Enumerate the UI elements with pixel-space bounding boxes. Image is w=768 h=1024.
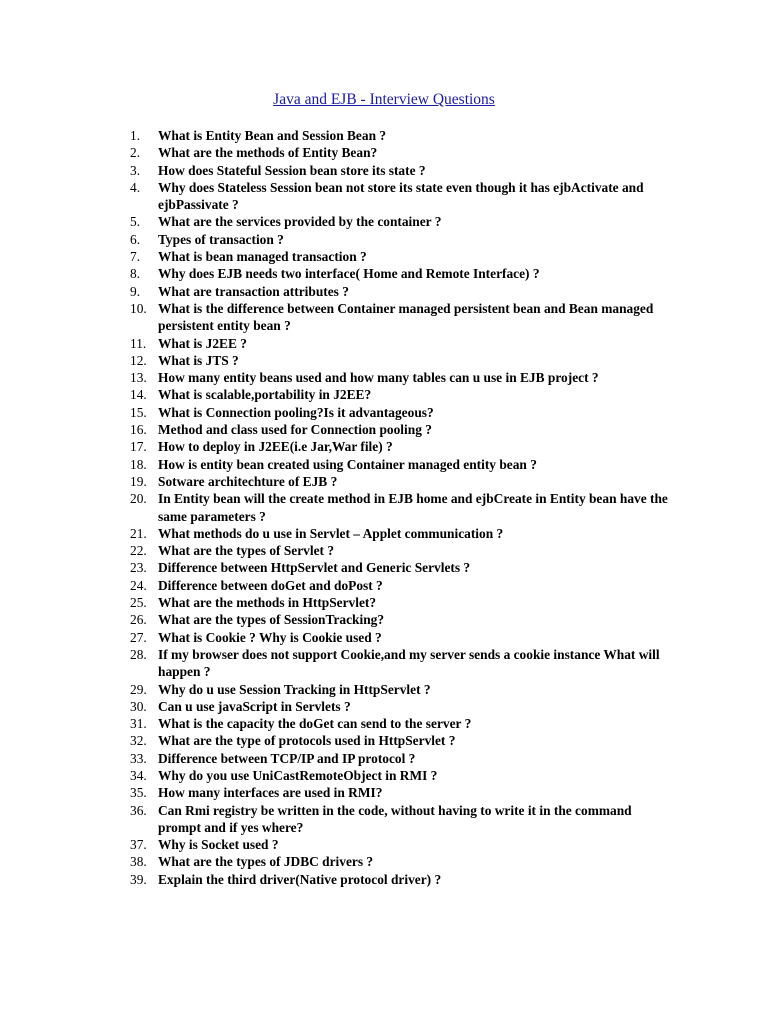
question-text: Why do u use Session Tracking in HttpServlet ? — [158, 681, 431, 697]
question-number: 3. — [130, 162, 141, 178]
question-text: Explain the third driver(Native protocol driver) ? — [158, 871, 442, 887]
question-number: 18. — [130, 456, 147, 472]
question-item — [130, 335, 670, 352]
question-number: 30. — [130, 698, 147, 714]
question-text: What are the methods in HttpServlet? — [158, 595, 377, 611]
question-text: Why does Stateless Session bean not store its state even though it has ejbActivate and ejbPassivate ? — [158, 179, 644, 213]
question-number: 8. — [130, 266, 141, 282]
question-item — [130, 490, 670, 525]
question-number: 32. — [130, 733, 147, 749]
question-text: Can u use javaScript in Servlets ? — [158, 698, 351, 714]
question-text: Types of transaction ? — [158, 231, 284, 247]
question-number: 9. — [130, 283, 141, 299]
question-text: Why is Socket used ? — [158, 837, 279, 853]
question-item — [130, 715, 670, 732]
question-number: 13. — [130, 370, 147, 386]
question-number: 12. — [130, 352, 147, 368]
question-item — [130, 594, 670, 611]
question-item — [130, 698, 670, 715]
question-item — [130, 421, 670, 438]
question-text: What is scalable,portability in J2EE? — [158, 387, 372, 403]
question-item — [130, 681, 670, 698]
question-number: 34. — [130, 767, 147, 783]
question-number: 28. — [130, 646, 147, 662]
question-number: 26. — [130, 612, 147, 628]
question-number: 33. — [130, 750, 147, 766]
question-text: If my browser does not support Cookie,and my server sends a cookie instance What will happen ? — [158, 646, 660, 680]
question-text: What is Connection pooling?Is it advantageous? — [158, 404, 434, 420]
question-item — [130, 732, 670, 749]
question-number: 39. — [130, 871, 147, 887]
question-item — [130, 352, 670, 369]
question-item — [130, 473, 670, 490]
question-item — [130, 525, 670, 542]
question-number: 21. — [130, 525, 147, 541]
question-item — [130, 802, 670, 837]
question-item — [130, 231, 670, 248]
question-item — [130, 283, 670, 300]
question-number: 19. — [130, 473, 147, 489]
question-text: Method and class used for Connection pooling ? — [158, 422, 432, 438]
question-item — [130, 767, 670, 784]
question-text: What are the services provided by the container ? — [158, 214, 442, 230]
question-item — [130, 629, 670, 646]
question-number: 22. — [130, 543, 147, 559]
question-item — [130, 144, 670, 161]
question-item — [130, 559, 670, 576]
question-number: 38. — [130, 854, 147, 870]
question-text: Sotware architechture of EJB ? — [158, 473, 338, 489]
question-number: 6. — [130, 231, 141, 247]
question-number: 31. — [130, 716, 147, 732]
question-number: 5. — [130, 214, 141, 230]
question-text: Difference between HttpServlet and Generic Servlets ? — [158, 560, 471, 576]
question-text: How many entity beans used and how many tables can u use in EJB project ? — [158, 370, 599, 386]
question-number: 1. — [130, 128, 141, 143]
question-item — [130, 611, 670, 628]
question-text: What are the methods of Entity Bean? — [158, 145, 378, 161]
question-item — [130, 162, 670, 179]
question-number: 35. — [130, 785, 147, 801]
question-text: What is the capacity the doGet can send to the server ? — [158, 716, 472, 732]
question-item — [130, 300, 670, 335]
question-number: 10. — [130, 300, 147, 316]
question-number: 16. — [130, 422, 147, 438]
question-number: 37. — [130, 837, 147, 853]
question-text: What is Cookie ? Why is Cookie used ? — [158, 629, 382, 645]
question-text: In Entity bean will the create method in EJB home and ejbCreate in Entity bean have the same parameters ? — [158, 491, 668, 524]
question-text: What are transaction attributes ? — [158, 283, 349, 299]
question-number: 4. — [130, 179, 141, 195]
question-text: What is JTS ? — [158, 352, 239, 368]
question-number: 14. — [130, 387, 147, 403]
question-item — [130, 369, 670, 386]
question-text: Difference between TCP/IP and IP protocol ? — [158, 750, 416, 766]
question-list — [130, 127, 670, 888]
question-number: 27. — [130, 629, 147, 645]
question-number: 7. — [130, 249, 141, 265]
question-number: 36. — [130, 802, 147, 818]
question-item — [130, 784, 670, 801]
question-item — [130, 248, 670, 265]
question-number: 24. — [130, 577, 147, 593]
question-text: What is the difference between Container managed persistent bean and Bean managed persistent entity bean ? — [158, 300, 654, 334]
question-text: How does Stateful Session bean store its state ? — [158, 162, 426, 178]
question-item — [130, 853, 670, 870]
question-text: Why does EJB needs two interface( Home and Remote Interface) ? — [158, 266, 540, 282]
question-item — [130, 750, 670, 767]
question-text: What is bean managed transaction ? — [158, 249, 367, 265]
question-text: What are the types of JDBC drivers ? — [158, 854, 374, 870]
question-text: How to deploy in J2EE(i.e Jar,War file) ? — [158, 439, 393, 455]
question-number: 15. — [130, 404, 147, 420]
question-number: 29. — [130, 681, 147, 697]
question-text: What is J2EE ? — [158, 335, 247, 351]
question-item — [130, 542, 670, 559]
question-text: What are the type of protocols used in HttpServlet ? — [158, 733, 456, 749]
question-text: What is Entity Bean and Session Bean ? — [158, 128, 387, 143]
question-number: 17. — [130, 439, 147, 455]
question-item — [130, 404, 670, 421]
question-text: What are the types of Servlet ? — [158, 543, 335, 559]
question-number: 20. — [130, 491, 147, 507]
question-item — [130, 213, 670, 230]
question-text: How is entity bean created using Container managed entity bean ? — [158, 456, 537, 472]
question-number: 23. — [130, 560, 147, 576]
question-item — [130, 438, 670, 455]
question-item — [130, 577, 670, 594]
document-title: Java and EJB - Interview Questions — [273, 91, 495, 108]
question-number: 11. — [130, 335, 147, 351]
question-item — [130, 386, 670, 403]
question-item — [130, 646, 670, 681]
question-item — [130, 871, 670, 888]
question-text: Difference between doGet and doPost ? — [158, 577, 383, 593]
question-item — [130, 265, 670, 282]
question-item — [130, 836, 670, 853]
question-number: 25. — [130, 595, 147, 611]
question-text: How many interfaces are used in RMI? — [158, 785, 383, 801]
question-item — [130, 456, 670, 473]
question-text: What methods do u use in Servlet – Applet communication ? — [158, 525, 504, 541]
question-text: Can Rmi registry be written in the code, without having to write it in the command prompt and if yes where? — [158, 802, 632, 835]
question-item — [130, 179, 670, 214]
question-text: What are the types of SessionTracking? — [158, 612, 385, 628]
question-number: 2. — [130, 145, 141, 161]
question-text: Why do you use UniCastRemoteObject in RMI ? — [158, 767, 438, 783]
question-item — [130, 127, 670, 144]
